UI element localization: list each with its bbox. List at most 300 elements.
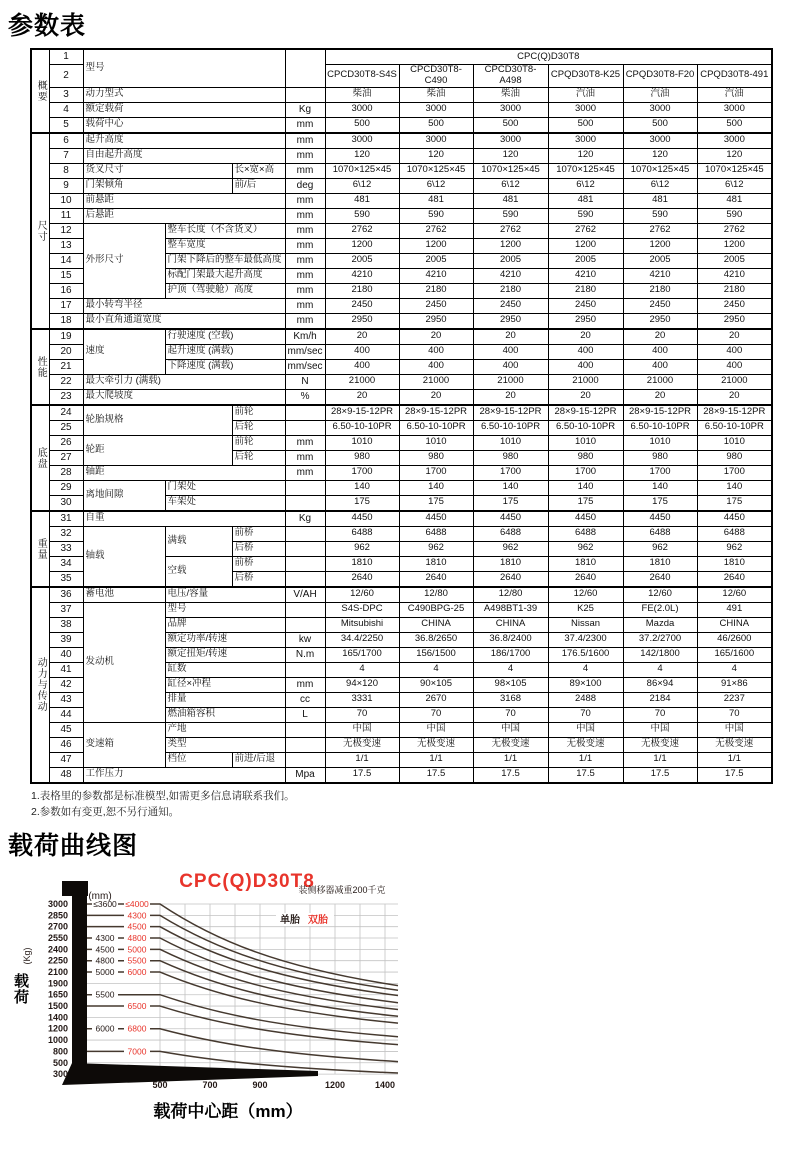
value-cell: 1/1 xyxy=(697,752,772,767)
unit-cell: mm xyxy=(285,133,325,149)
curve-label-single-tire: 4500 xyxy=(95,944,115,955)
param-label: 缸径×冲程 xyxy=(165,677,285,692)
value-cell: 6.50-10-10PR xyxy=(325,420,399,435)
value-cell: 3168 xyxy=(473,692,548,707)
value-cell: 70 xyxy=(623,707,697,722)
unit-cell: mm xyxy=(285,298,325,313)
value-cell: 21000 xyxy=(548,374,623,389)
row-number: 42 xyxy=(49,677,83,692)
param-label: 后轮 xyxy=(232,450,285,465)
value-cell: 4210 xyxy=(325,268,399,283)
unit-cell xyxy=(285,49,325,87)
value-cell: 91×86 xyxy=(697,677,772,692)
value-cell: 4210 xyxy=(623,268,697,283)
unit-cell xyxy=(285,617,325,632)
param-label: 起升速度 (满载) xyxy=(165,344,285,359)
value-cell: 140 xyxy=(473,480,548,495)
value-cell: 6.50-10-10PR xyxy=(697,420,772,435)
unit-cell: mm/sec xyxy=(285,344,325,359)
value-cell: 中国 xyxy=(325,722,399,737)
param-sublabel: 产地 xyxy=(165,722,285,737)
table-row xyxy=(31,587,772,603)
value-cell: 4450 xyxy=(697,511,772,527)
value-cell: 2950 xyxy=(548,313,623,329)
y-tick-label: 300 xyxy=(52,1069,68,1080)
group-label: 概要 xyxy=(35,79,47,102)
value-cell: 70 xyxy=(399,707,473,722)
value-cell: 1810 xyxy=(697,556,772,571)
value-cell: 590 xyxy=(399,208,473,223)
unit-cell xyxy=(285,405,325,421)
group-label: 重量 xyxy=(35,537,47,560)
group-label-cell xyxy=(31,587,49,783)
value-cell: 2640 xyxy=(399,571,473,587)
value-cell: 962 xyxy=(623,541,697,556)
value-cell: 94×120 xyxy=(325,677,399,692)
value-cell: 柴油 xyxy=(399,87,473,102)
value-cell: 2180 xyxy=(325,283,399,298)
value-cell: 481 xyxy=(548,193,623,208)
unit-cell: Km/h xyxy=(285,329,325,345)
param-label: 排量 xyxy=(165,692,285,707)
value-cell: 6.50-10-10PR xyxy=(548,420,623,435)
value-cell: 4 xyxy=(548,662,623,677)
param-label: 最大牵引力 (满载) xyxy=(83,374,285,389)
value-cell: 1200 xyxy=(548,238,623,253)
value-cell: CPQD30T8-K25 xyxy=(548,65,623,88)
table-row xyxy=(31,208,772,223)
group-label: 动力与传动 xyxy=(35,657,47,713)
value-cell: 120 xyxy=(399,148,473,163)
value-cell: 400 xyxy=(697,359,772,374)
value-cell: 1810 xyxy=(399,556,473,571)
value-cell: Mitsubishi xyxy=(325,617,399,632)
param-label: 蓄电池 xyxy=(83,587,165,603)
value-cell: 36.8/2400 xyxy=(473,632,548,647)
param-label: 起升高度 xyxy=(83,133,285,149)
curve-label-double-tire: 6500 xyxy=(127,1001,147,1012)
value-cell: 2762 xyxy=(473,223,548,238)
value-cell: 37.4/2300 xyxy=(548,632,623,647)
y-axis-label: 载荷 xyxy=(14,973,30,1007)
table-row xyxy=(31,722,772,737)
value-cell: C490BPG-25 xyxy=(399,602,473,617)
value-cell: 140 xyxy=(548,480,623,495)
unit-cell: mm xyxy=(285,238,325,253)
value-cell: 21000 xyxy=(399,374,473,389)
value-cell: 481 xyxy=(473,193,548,208)
value-cell: 2640 xyxy=(473,571,548,587)
value-cell: 1010 xyxy=(548,435,623,450)
value-cell: 20 xyxy=(325,389,399,405)
value-cell: 28×9-15-12PR xyxy=(473,405,548,421)
curve-label-double-tire: 7000 xyxy=(127,1046,147,1057)
value-cell: 2180 xyxy=(548,283,623,298)
table-row xyxy=(31,329,772,345)
param-label: 后悬距 xyxy=(83,208,285,223)
row-number: 28 xyxy=(49,465,83,480)
table-row xyxy=(31,374,772,389)
param-label: 外形尺寸 xyxy=(83,223,165,298)
legend-single-tire: 单胎 xyxy=(280,915,300,927)
value-cell: 90×105 xyxy=(399,677,473,692)
value-cell: 980 xyxy=(399,450,473,465)
value-cell: 12/80 xyxy=(399,587,473,603)
value-cell: CPCD30T8-S4S xyxy=(325,65,399,88)
table-row xyxy=(31,133,772,149)
value-cell: 6\12 xyxy=(623,178,697,193)
row-number: 26 xyxy=(49,435,83,450)
value-cell: 3000 xyxy=(623,133,697,149)
value-cell: 2640 xyxy=(623,571,697,587)
table-row xyxy=(31,480,772,495)
param-label: 后轮 xyxy=(232,420,285,435)
value-cell: 2180 xyxy=(697,283,772,298)
value-cell: 1200 xyxy=(399,238,473,253)
row-number: 23 xyxy=(49,389,83,405)
value-cell: 37.2/2700 xyxy=(623,632,697,647)
row-number: 1 xyxy=(49,49,83,65)
param-label: 轮距 xyxy=(83,435,232,465)
value-cell: CPCD30T8-A498 xyxy=(473,65,548,88)
value-cell: 无极变速 xyxy=(325,737,399,752)
value-cell: 28×9-15-12PR xyxy=(697,405,772,421)
value-cell: 175 xyxy=(548,495,623,511)
value-cell: 3000 xyxy=(697,133,772,149)
unit-cell xyxy=(285,556,325,571)
value-cell: 400 xyxy=(473,359,548,374)
value-cell: 6488 xyxy=(697,526,772,541)
value-cell: 175 xyxy=(399,495,473,511)
curve-label-double-tire: ≤4000 xyxy=(125,899,149,910)
value-cell: 2640 xyxy=(325,571,399,587)
value-cell: 无极变速 xyxy=(548,737,623,752)
unit-cell xyxy=(285,480,325,495)
load-curve-svg xyxy=(0,868,470,1130)
row-number: 20 xyxy=(49,344,83,359)
value-cell: 1/1 xyxy=(473,752,548,767)
value-cell: 4210 xyxy=(697,268,772,283)
row-number: 38 xyxy=(49,617,83,632)
value-cell: CPQD30T8-491 xyxy=(697,65,772,88)
value-cell: 柴油 xyxy=(473,87,548,102)
y-tick-label: 2100 xyxy=(47,967,68,978)
value-cell: CHINA xyxy=(473,617,548,632)
value-cell: 3000 xyxy=(697,102,772,117)
value-cell: 3000 xyxy=(548,133,623,149)
value-cell: 4 xyxy=(399,662,473,677)
curve-label-double-tire: 4300 xyxy=(127,910,147,921)
table-row xyxy=(31,526,772,541)
param-label: 最大爬坡度 xyxy=(83,389,285,405)
unit-cell: mm/sec xyxy=(285,359,325,374)
value-cell: 140 xyxy=(325,480,399,495)
unit-cell: N xyxy=(285,374,325,389)
table-row xyxy=(31,435,772,450)
page-title: 参数表 xyxy=(8,12,87,40)
table-row xyxy=(31,298,772,313)
unit-cell xyxy=(285,495,325,511)
x-tick-label: 1200 xyxy=(324,1080,346,1091)
value-cell: 86×94 xyxy=(623,677,697,692)
y-tick-label: 500 xyxy=(52,1058,68,1069)
value-cell: 1070×125×45 xyxy=(697,163,772,178)
value-cell: 2450 xyxy=(697,298,772,313)
value-cell: 1200 xyxy=(697,238,772,253)
row-number: 3 xyxy=(49,87,83,102)
param-sublabel: 门架处 xyxy=(165,480,285,495)
value-cell: 汽油 xyxy=(623,87,697,102)
value-cell: 6488 xyxy=(623,526,697,541)
value-cell: 2180 xyxy=(473,283,548,298)
value-cell: 20 xyxy=(473,389,548,405)
unit-cell xyxy=(285,541,325,556)
row-number: 4 xyxy=(49,102,83,117)
value-cell: 980 xyxy=(473,450,548,465)
unit-cell: deg xyxy=(285,178,325,193)
value-cell: 2950 xyxy=(399,313,473,329)
param-label: 额定功率/转速 xyxy=(165,632,285,647)
curve-label-single-tire: 5000 xyxy=(95,967,115,978)
row-number: 11 xyxy=(49,208,83,223)
value-cell: 186/1700 xyxy=(473,647,548,662)
value-cell: 21000 xyxy=(325,374,399,389)
value-cell: 20 xyxy=(399,329,473,345)
value-cell: 1070×125×45 xyxy=(399,163,473,178)
value-cell: 20 xyxy=(697,329,772,345)
value-cell: S4S-DPC xyxy=(325,602,399,617)
unit-cell: mm xyxy=(285,268,325,283)
row-number: 44 xyxy=(49,707,83,722)
value-cell: 2640 xyxy=(548,571,623,587)
curve-label-single-tire: 6000 xyxy=(95,1024,115,1035)
table-row xyxy=(31,87,772,102)
value-cell: 980 xyxy=(548,450,623,465)
value-cell: 89×100 xyxy=(548,677,623,692)
value-cell: 120 xyxy=(325,148,399,163)
param-sublabel: 前桥 xyxy=(232,556,285,571)
unit-cell: V/AH xyxy=(285,587,325,603)
row-number: 35 xyxy=(49,571,83,587)
unit-cell: mm xyxy=(285,253,325,268)
value-cell: A498BT1-39 xyxy=(473,602,548,617)
value-cell: 175 xyxy=(473,495,548,511)
forklift-mast xyxy=(72,881,87,1077)
unit-cell xyxy=(285,87,325,102)
value-cell: 2762 xyxy=(399,223,473,238)
param-sublabel: 整车长度（不含货叉） xyxy=(165,223,285,238)
row-number: 5 xyxy=(49,117,83,133)
param-label: 自由起升高度 xyxy=(83,148,285,163)
table-row xyxy=(31,178,772,193)
value-cell: 1200 xyxy=(325,238,399,253)
y-tick-label: 3000 xyxy=(47,899,68,910)
row-number: 15 xyxy=(49,268,83,283)
value-cell: 4210 xyxy=(473,268,548,283)
value-cell: 2950 xyxy=(623,313,697,329)
unit-cell: Mpa xyxy=(285,767,325,783)
param-label: 车架处 xyxy=(165,495,285,511)
value-cell: 6488 xyxy=(325,526,399,541)
value-cell: 20 xyxy=(473,329,548,345)
x-tick-label: 500 xyxy=(152,1080,168,1091)
param-label: 下降速度 (满载) xyxy=(165,359,285,374)
param-label: 轮胎规格 xyxy=(83,405,232,436)
value-cell: 中国 xyxy=(548,722,623,737)
value-cell: 590 xyxy=(548,208,623,223)
table-row xyxy=(31,49,772,65)
value-cell: 6\12 xyxy=(325,178,399,193)
value-cell: 1700 xyxy=(325,465,399,480)
table-row xyxy=(31,511,772,527)
y-tick-label: 1200 xyxy=(47,1024,68,1035)
value-cell: 1700 xyxy=(548,465,623,480)
value-cell: 1/1 xyxy=(399,752,473,767)
value-cell: CPCD30T8-C490 xyxy=(399,65,473,88)
footnote-1: 1.表格里的参数都是标准模型,如需更多信息请联系我们。 xyxy=(31,789,295,802)
unit-cell: mm xyxy=(285,283,325,298)
param-label: 工作压力 xyxy=(83,767,285,783)
unit-cell xyxy=(285,662,325,677)
unit-cell: mm xyxy=(285,208,325,223)
table-row xyxy=(31,389,772,405)
value-cell: 140 xyxy=(399,480,473,495)
curve-label-single-tire: 4300 xyxy=(95,933,115,944)
value-cell: 500 xyxy=(548,117,623,133)
value-cell: 3000 xyxy=(473,102,548,117)
value-cell: CHINA xyxy=(697,617,772,632)
value-cell: 4 xyxy=(325,662,399,677)
value-cell: 3000 xyxy=(325,133,399,149)
value-cell: 2005 xyxy=(697,253,772,268)
value-cell: 400 xyxy=(697,344,772,359)
value-cell: 6\12 xyxy=(548,178,623,193)
unit-cell: mm xyxy=(285,117,325,133)
table-row xyxy=(31,163,772,178)
curve-label-double-tire: 4800 xyxy=(127,933,147,944)
value-cell: 3000 xyxy=(399,102,473,117)
unit-cell: mm xyxy=(285,465,325,480)
value-cell: 柴油 xyxy=(325,87,399,102)
param-label: 品牌 xyxy=(165,617,285,632)
value-cell: 481 xyxy=(623,193,697,208)
curve-label-single-tire: 5500 xyxy=(95,990,115,1001)
chart-title: CPC(Q)D30T8 xyxy=(179,871,315,893)
row-number: 14 xyxy=(49,253,83,268)
value-cell: 2180 xyxy=(399,283,473,298)
value-cell: 2450 xyxy=(473,298,548,313)
param-label: 货叉尺寸 xyxy=(83,163,232,178)
param-sublabel: 前轮 xyxy=(232,405,285,421)
table-row xyxy=(31,313,772,329)
value-cell: 491 xyxy=(697,602,772,617)
value-cell: Mazda xyxy=(623,617,697,632)
y-tick-label: 2400 xyxy=(47,944,68,955)
value-cell: 6\12 xyxy=(473,178,548,193)
unit-cell: cc xyxy=(285,692,325,707)
row-number: 16 xyxy=(49,283,83,298)
value-cell: 2488 xyxy=(548,692,623,707)
table-row xyxy=(31,193,772,208)
row-number: 43 xyxy=(49,692,83,707)
param-label: 变速箱 xyxy=(83,722,165,767)
value-cell: 4210 xyxy=(548,268,623,283)
unit-cell: L xyxy=(285,707,325,722)
value-cell: 6.50-10-10PR xyxy=(399,420,473,435)
row-number: 37 xyxy=(49,602,83,617)
table-row xyxy=(31,223,772,238)
unit-cell: mm xyxy=(285,313,325,329)
y-tick-label: 2550 xyxy=(47,933,68,944)
param-label: 发动机 xyxy=(83,602,165,722)
value-cell: K25 xyxy=(548,602,623,617)
value-cell: 70 xyxy=(548,707,623,722)
curve-label-double-tire: 4500 xyxy=(127,922,147,933)
value-cell: 2237 xyxy=(697,692,772,707)
unit-cell: mm xyxy=(285,435,325,450)
param-label: 轴距 xyxy=(83,465,285,480)
mast-height-unit-label: (mm) xyxy=(88,891,112,903)
value-cell: 2005 xyxy=(473,253,548,268)
curve-label-double-tire: 6000 xyxy=(127,967,147,978)
value-cell: 156/1500 xyxy=(399,647,473,662)
value-cell: 2450 xyxy=(623,298,697,313)
value-cell: 1810 xyxy=(623,556,697,571)
unit-cell: kw xyxy=(285,632,325,647)
row-number: 47 xyxy=(49,752,83,767)
value-cell: 1010 xyxy=(473,435,548,450)
row-number: 40 xyxy=(49,647,83,662)
value-cell: 12/80 xyxy=(473,587,548,603)
value-cell: 980 xyxy=(325,450,399,465)
value-cell: CPC(Q)D30T8 xyxy=(325,49,772,65)
unit-cell xyxy=(285,420,325,435)
row-number: 19 xyxy=(49,329,83,345)
row-number: 32 xyxy=(49,526,83,541)
value-cell: 20 xyxy=(623,329,697,345)
value-cell: 中国 xyxy=(473,722,548,737)
row-number: 46 xyxy=(49,737,83,752)
row-number: 6 xyxy=(49,133,83,149)
param-sublabel: 长×宽×高 xyxy=(232,163,285,178)
value-cell: 400 xyxy=(399,344,473,359)
value-cell: 无极变速 xyxy=(697,737,772,752)
value-cell: 17.5 xyxy=(623,767,697,783)
group-label: 尺寸 xyxy=(35,219,47,242)
value-cell: 400 xyxy=(548,344,623,359)
param-label: 最小直角通道宽度 xyxy=(83,313,285,329)
group-label-cell xyxy=(31,511,49,587)
y-tick-label: 2700 xyxy=(47,922,68,933)
value-cell: 1070×125×45 xyxy=(473,163,548,178)
value-cell: 1700 xyxy=(623,465,697,480)
row-number: 8 xyxy=(49,163,83,178)
value-cell: 4450 xyxy=(623,511,697,527)
y-tick-label: 800 xyxy=(52,1046,68,1057)
value-cell: 2180 xyxy=(623,283,697,298)
param-sublabel: 前轮 xyxy=(232,435,285,450)
value-cell: 2950 xyxy=(325,313,399,329)
value-cell: 176.5/1600 xyxy=(548,647,623,662)
group-label-cell xyxy=(31,133,49,329)
curve-label-single-tire: ≤3600 xyxy=(93,899,117,910)
value-cell: 590 xyxy=(623,208,697,223)
value-cell: 962 xyxy=(548,541,623,556)
value-cell: 3331 xyxy=(325,692,399,707)
curve-label-double-tire: 6800 xyxy=(127,1024,147,1035)
value-cell: 21000 xyxy=(623,374,697,389)
param-sublabel: 前桥 xyxy=(232,526,285,541)
